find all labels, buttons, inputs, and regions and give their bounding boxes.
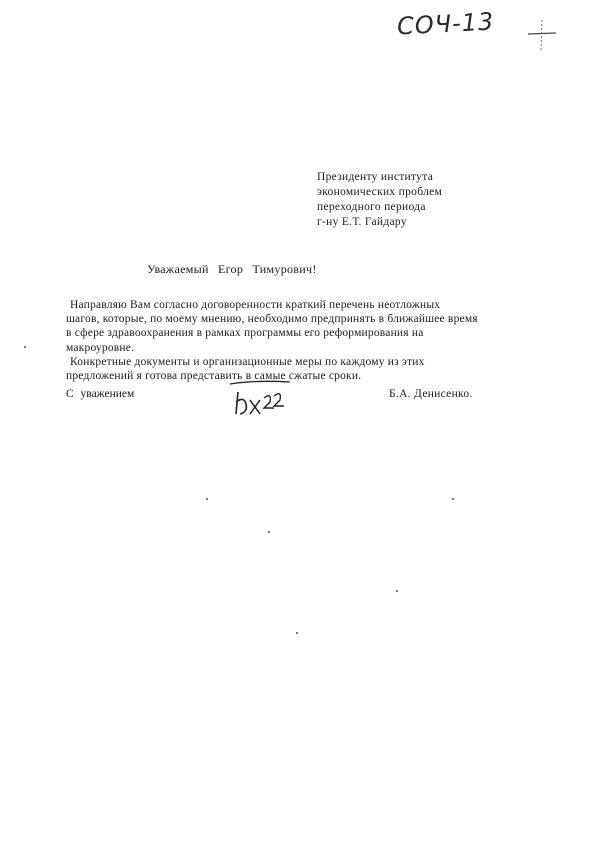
- body-line: Конкретные документы и организационные меры по каждому из этих: [70, 355, 425, 368]
- body-line: макроуровне.: [66, 341, 135, 354]
- scan-speck: [268, 531, 270, 533]
- letter-body: [66, 298, 532, 383]
- archive-code-handwritten: COЧ-13: [396, 7, 495, 41]
- scan-speck: [396, 590, 398, 592]
- addressee-line: переходного периода: [317, 201, 426, 213]
- scan-speck: [206, 498, 208, 500]
- body-line: шагов, которые, по моему мнению, необходимо предпринять в ближайшее время: [66, 313, 478, 326]
- addressee-line: Президенту института: [317, 171, 434, 183]
- addressee-line: г-ну Е.Т. Гайдару: [317, 216, 407, 228]
- body-line: предложений я готова представить в самые сжатые сроки.: [66, 370, 362, 383]
- signer-name: Б.А. Денисенко.: [389, 388, 473, 400]
- addressee-block: [317, 170, 442, 230]
- scan-speck: [452, 498, 454, 500]
- scan-speck: [24, 346, 26, 348]
- body-line: в сфере здравоохранения в рамках программы его реформирования на: [66, 327, 424, 340]
- body-line: Направляю Вам согласно договоренности краткий перечень неотложных: [70, 299, 441, 311]
- scan-speck: [296, 632, 298, 634]
- corner-cross-mark: [520, 14, 560, 54]
- handwritten-signature: [226, 378, 296, 422]
- addressee-line: экономических проблем: [317, 186, 443, 198]
- closing-phrase: С уважением: [66, 388, 135, 400]
- salutation: Уважаемый Егор Тимурович!: [147, 262, 317, 276]
